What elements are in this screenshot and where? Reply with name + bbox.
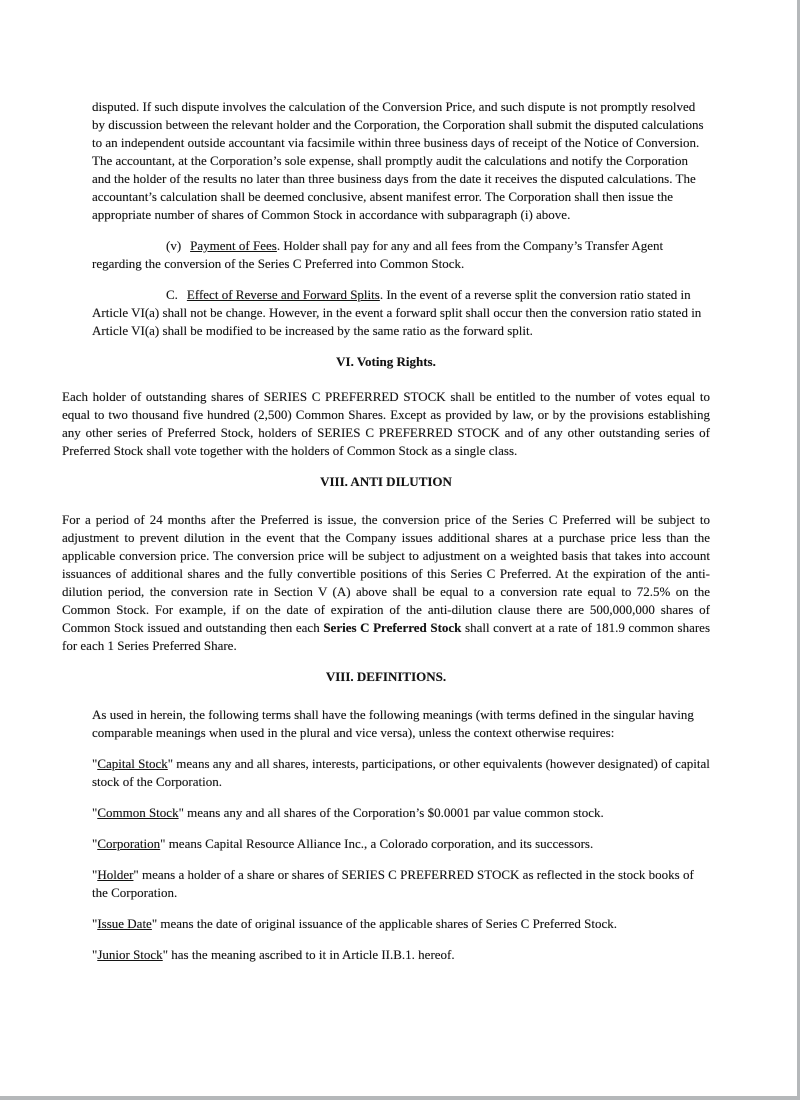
paragraph	[92, 237, 710, 273]
text-segment: Each holder of outstanding shares of SERIES C PREFERRED STOCK shall be entitled to the number of votes equal to equal to two thousand five hundred (2,500) Common Shares. Except as provided by law, or by the provisions establishing any other series of Preferred Stock, holders of SERIES C PREFERRED STOCK and of any other outstanding series of Preferred Stock shall vote together with the holders of Common Stock as a single class.	[62, 389, 710, 458]
underlined-term: Effect of Reverse and Forward Splits	[186, 287, 380, 302]
underlined-term: Issue Date	[97, 916, 152, 931]
text-segment: " means a holder of a share or shares of SERIES C PREFERRED STOCK as reflected in the stock books of the Corporation.	[92, 867, 694, 900]
text-segment: " has the meaning ascribed to it in Article II.B.1. hereof.	[162, 947, 455, 962]
underlined-term: Payment of Fees	[190, 238, 277, 253]
text-segment: " means Capital Resource Alliance Inc., a Colorado corporation, and its successors.	[160, 836, 594, 851]
underlined-term: Capital Stock	[97, 756, 168, 771]
text-segment: (v)	[166, 238, 182, 253]
underlined-term: Corporation	[97, 836, 161, 851]
underlined-term: Junior Stock	[97, 947, 163, 962]
paragraph	[92, 286, 710, 340]
paragraph	[92, 946, 710, 964]
paragraph	[92, 804, 710, 822]
paragraph	[92, 866, 710, 902]
section-heading: VI. Voting Rights.	[336, 354, 436, 369]
text-segment: "	[92, 756, 98, 771]
text-segment: shall convert at a rate of 181.9 common shares for each 1 Series Preferred Share.	[62, 620, 711, 653]
underlined-term: Common Stock	[97, 805, 179, 820]
text-segment: "	[92, 947, 98, 962]
paragraph	[92, 706, 710, 742]
text-segment: As used in herein, the following terms shall have the following meanings (with terms defined in the singular having comparable meanings when used in the plural and vice versa), unless the context otherwise requires:	[92, 707, 694, 740]
paragraph	[92, 915, 710, 933]
text-segment: "	[92, 916, 98, 931]
paragraph	[92, 755, 710, 791]
text-segment: "	[92, 867, 98, 882]
text-segment: "	[92, 836, 98, 851]
document-body	[62, 98, 710, 964]
paragraph	[92, 835, 710, 853]
section-heading: VIII. ANTI DILUTION	[320, 474, 452, 489]
underlined-term: Holder	[97, 867, 134, 882]
paragraph	[62, 388, 710, 460]
text-segment: . Holder shall pay for any and all fees from the Company’s Transfer Agent regarding the conversion of the Series C Preferred into Common Stock.	[92, 238, 664, 271]
text-segment: "	[92, 805, 98, 820]
text-segment: " means any and all shares, interests, participations, or other equivalents (however designated) of capital stock of the Corporation.	[92, 756, 710, 789]
text-segment: C.	[166, 287, 178, 302]
bold-term: Series C Preferred Stock	[323, 620, 462, 635]
text-segment: " means any and all shares of the Corporation’s $0.0001 par value common stock.	[178, 805, 604, 820]
paragraph	[62, 511, 710, 655]
text-segment: For a period of 24 months after the Preferred is issue, the conversion price of the Series C Preferred will be subject to adjustment to prevent dilution in the event that the Company issues additional shares at a purchase price less than the applicable conversion price. The conversion price will be subject to adjustment on a weighted basis that takes into account issuances of additional shares and the fully convertible positions of this Series C Preferred. At the expiration of the anti-dilution period, the conversion rate in Section V (A) above shall be equal to a conversion rate equal to 72.5% on the Common Stock. For example, if on the date of expiration of the anti-dilution clause there are 500,000,000 shares of Common Stock issued and outstanding then each	[62, 512, 710, 635]
text-segment: " means the date of original issuance of the applicable shares of Series C Preferred Stock.	[151, 916, 618, 931]
paragraph	[92, 98, 710, 224]
text-segment: disputed. If such dispute involves the calculation of the Conversion Price, and such dispute is not promptly resolved by discussion between the relevant holder and the Corporation, the Corporation shall submit the disputed calculations to an independent outside accountant via facsimile within three business days of receipt of the Notice of Conversion. The accountant, at the Corporation’s sole expense, shall promptly audit the calculations and notify the Corporation and the holder of the results no later than three business days from the date it receives the disputed calculations. The accountant’s calculation shall be deemed conclusive, absent manifest error. The Corporation shall then issue the appropriate number of shares of Common Stock in accordance with subparagraph (i) above.	[92, 99, 704, 222]
text-segment: . In the event of a reverse split the conversion ratio stated in Article VI(a) shall not be change. However, in the event a forward split shall occur then the conversion ratio stated in Article VI(a) shall be modified to be increased by the same ratio as the forward split.	[92, 287, 702, 338]
section-heading: VIII. DEFINITIONS.	[325, 669, 447, 684]
